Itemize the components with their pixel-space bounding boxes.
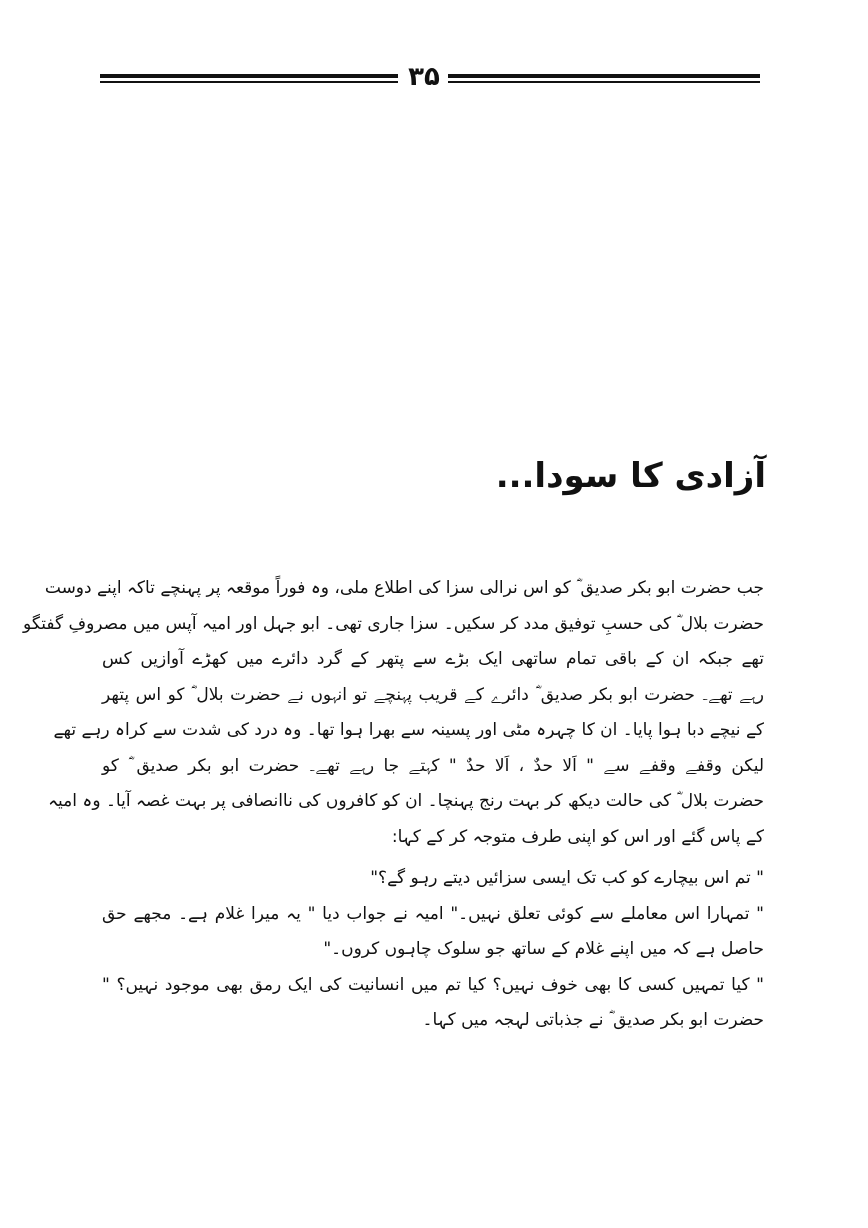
paragraph-1 bbox=[23, 571, 764, 855]
text-line: کے نیچے دبا ہوا پایا۔ ان کا چہرہ مٹی اور پسینہ سے بھرا ہوا تھا۔ وہ درد کی شدت سے کراہ رہے تھے bbox=[53, 720, 764, 740]
header-rule-right-thin bbox=[448, 81, 760, 83]
paragraph-2 bbox=[102, 897, 764, 968]
text-line: کے پاس گئے اور اس کو اپنی طرف متوجہ کر کے کہا: bbox=[391, 826, 764, 847]
header-rule-left-thin bbox=[100, 81, 398, 83]
text-line: حضرت بلال ؓ کی حالت دیکھ کر بہت رنج پہنچا۔ ان کو کافروں کی ناانصافی پر بہت غصہ آیا۔ وہ امیہ bbox=[48, 791, 764, 811]
text-line: " تمہارا اس معاملے سے کوئی تعلق نہیں۔" امیہ نے جواب دیا " یہ میرا غلام ہے۔ مجھے حق bbox=[102, 903, 764, 924]
text-line: حضرت بلال ؓ کی حسبِ توفیق مدد کر سکیں۔ سزا جاری تھی۔ ابو جہل اور امیہ آپس میں مصروفِ گفتگو bbox=[23, 613, 764, 634]
body-text bbox=[23, 571, 764, 1039]
text-line: حاصل ہے کہ میں اپنے غلام کے ساتھ جو سلوک چاہوں کروں۔" bbox=[323, 939, 764, 959]
header-rule-right bbox=[448, 72, 760, 86]
chapter-title: آزادی کا سودا... bbox=[495, 456, 766, 496]
header-rule-left bbox=[100, 72, 398, 86]
page-header bbox=[100, 62, 760, 102]
text-line: رہے تھے۔ حضرت ابو بکر صدیق ؓ دائرے کے قریب پہنچے تو انہوں نے حضرت بلال ؓ کو اس پتھر bbox=[102, 684, 764, 705]
header-rule-right-thick bbox=[448, 74, 760, 78]
text-line: حضرت ابو بکر صدیق ؓ نے جذباتی لہجہ میں کہا۔ bbox=[422, 1010, 764, 1030]
quote-line: " تم اس بیچارے کو کب تک ایسی سزائیں دیتے رہو گے؟" bbox=[370, 868, 764, 888]
paragraph-3 bbox=[102, 968, 764, 1039]
page-number: ۳۵ bbox=[408, 62, 440, 92]
header-rule-left-thick bbox=[100, 74, 398, 78]
text-line: تھے جبکہ ان کے باقی تمام ساتھی ایک بڑے سے پتھر کے گرد دائرے میں کھڑے آوازیں کس bbox=[102, 649, 764, 669]
text-line: " کیا تمہیں کسی کا بھی خوف نہیں؟ کیا تم میں انسانیت کی ایک رمق بھی موجود نہیں؟ " bbox=[102, 974, 764, 995]
text-line: جب حضرت ابو بکر صدیق ؓ کو اس نرالی سزا کی اطلاع ملی، وہ فوراً موقعہ پر پہنچے تاکہ اپنے دوست bbox=[44, 578, 764, 598]
text-line: لیکن وقفے وقفے سے " اَلا حدٌ ، اَلا حدٌ " کہتے جا رہے تھے۔ حضرت ابو بکر صدیق ؓ کو bbox=[102, 755, 764, 776]
